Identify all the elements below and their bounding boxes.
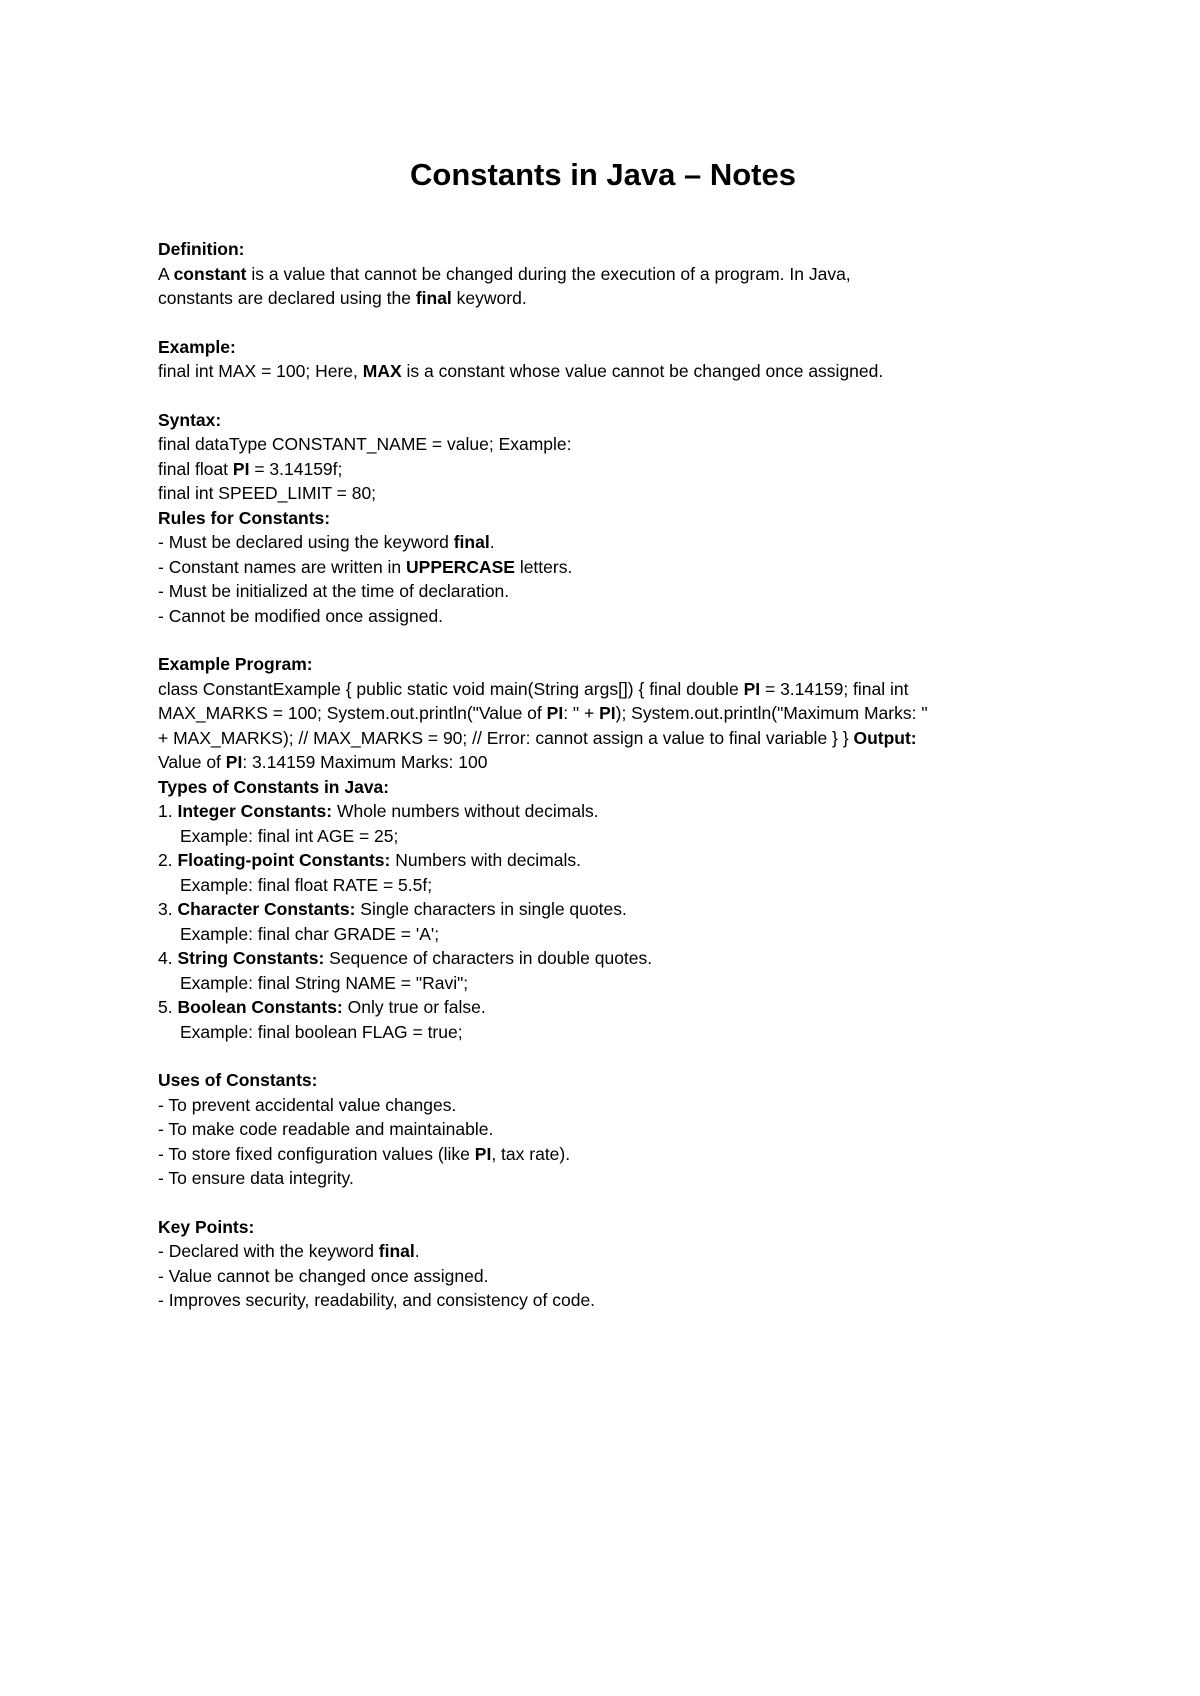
definition-text: keyword.	[451, 288, 527, 308]
rule-text: letters.	[514, 556, 573, 577]
type-description: Only true or false.	[342, 997, 486, 1017]
output-label: Output:	[853, 727, 917, 748]
type-example: Example: final int AGE = 25;	[180, 825, 399, 846]
syntax-bold-term: PI	[232, 458, 250, 479]
rule-item	[158, 555, 1058, 580]
keypoint-item	[158, 1239, 1058, 1264]
type-description: Whole numbers without decimals.	[332, 801, 599, 821]
program-line-3	[158, 726, 1058, 751]
rules-section	[158, 506, 1058, 629]
syntax-line-3: final int SPEED_LIMIT = 80;	[158, 483, 377, 503]
type-name: Integer Constants:	[177, 801, 333, 821]
page-title: Constants in Java – Notes	[410, 157, 796, 192]
syntax-text: = 3.14159f;	[249, 458, 343, 479]
type-name: Floating-point Constants:	[177, 850, 391, 870]
program-line-2	[158, 701, 1058, 726]
syntax-line-1: final dataType CONSTANT_NAME = value; Example:	[158, 434, 572, 454]
keypoint-bold-term: final	[378, 1241, 415, 1261]
type-number: 3.	[158, 899, 178, 919]
type-item	[158, 897, 1058, 922]
definition-text: is a value that cannot be changed during the execution of a program. In Java,	[246, 263, 851, 284]
keypoints-heading: Key Points:	[158, 1216, 255, 1237]
use-item: - To make code readable and maintainable.	[158, 1119, 494, 1139]
rule-item: - Must be initialized at the time of declaration.	[158, 581, 510, 601]
program-text: = 3.14159; final int	[760, 678, 909, 699]
uses-section	[158, 1068, 1058, 1191]
program-bold-term: PI	[599, 703, 616, 723]
program-text: Value of	[158, 752, 226, 772]
uses-heading: Uses of Constants:	[158, 1070, 318, 1090]
type-item	[158, 946, 1058, 971]
definition-text: A	[158, 263, 174, 284]
use-text: - To store fixed configuration values (like	[158, 1143, 475, 1164]
definition-heading: Definition:	[158, 239, 245, 259]
syntax-heading: Syntax:	[158, 409, 222, 430]
spacer	[158, 1044, 1058, 1068]
definition-bold-term: constant	[173, 263, 247, 284]
type-name: Boolean Constants:	[177, 997, 343, 1017]
program-bold-term: PI	[743, 678, 761, 699]
type-item	[158, 995, 1058, 1020]
type-number: 1.	[158, 801, 178, 821]
use-text: , tax rate).	[491, 1143, 571, 1164]
type-example: Example: final char GRADE = 'A';	[180, 923, 440, 944]
rule-text: - Must be declared using the keyword	[158, 532, 454, 552]
program-line-1	[158, 677, 1058, 702]
type-description: Numbers with decimals.	[390, 850, 581, 870]
program-text: : 3.14159 Maximum Marks: 100	[242, 752, 488, 772]
definition-text: constants are declared using the	[158, 288, 416, 308]
type-item	[158, 799, 1058, 824]
use-item: - To ensure data integrity.	[158, 1168, 354, 1188]
use-item: - To prevent accidental value changes.	[158, 1094, 457, 1115]
program-bold-term: PI	[546, 703, 564, 723]
rule-bold-term: UPPERCASE	[406, 556, 515, 577]
program-heading: Example Program:	[158, 654, 313, 674]
types-heading: Types of Constants in Java:	[158, 776, 390, 797]
definition-section	[158, 237, 1058, 311]
program-section	[158, 652, 1058, 775]
syntax-line-2	[158, 457, 1058, 482]
keypoints-section	[158, 1215, 1058, 1313]
program-text: ); System.out.println("Maximum Marks: "	[615, 703, 928, 723]
type-number: 2.	[158, 850, 178, 870]
program-text: MAX_MARKS = 100; System.out.println("Value of	[158, 703, 547, 723]
type-example: Example: final boolean FLAG = true;	[180, 1021, 463, 1042]
rule-text: - Constant names are written in	[158, 556, 407, 577]
type-description: Single characters in single quotes.	[355, 899, 627, 919]
types-section	[158, 775, 1058, 1045]
type-name: Character Constants:	[177, 899, 356, 919]
type-number: 4.	[158, 948, 178, 968]
type-number: 5.	[158, 997, 178, 1017]
example-text: final int MAX = 100; Here,	[158, 361, 363, 381]
definition-line-2	[158, 286, 1058, 311]
use-item	[158, 1142, 1058, 1167]
keypoint-item: - Improves security, readability, and consistency of code.	[158, 1290, 596, 1310]
type-item	[158, 848, 1058, 873]
type-example: Example: final String NAME = "Ravi";	[180, 972, 469, 993]
syntax-section	[158, 408, 1058, 506]
keypoint-text: .	[414, 1241, 420, 1261]
spacer	[158, 311, 1058, 335]
rule-item	[158, 530, 1058, 555]
use-bold-term: PI	[474, 1143, 492, 1164]
example-heading: Example:	[158, 336, 236, 357]
spacer	[158, 384, 1058, 408]
spacer	[158, 1191, 1058, 1215]
program-text: class ConstantExample { public static void main(String args[]) { final double	[158, 678, 744, 699]
document-page	[158, 155, 1058, 1313]
keypoint-text: - Declared with the keyword	[158, 1241, 379, 1261]
program-bold-term: PI	[225, 752, 243, 772]
spacer	[158, 628, 1058, 652]
example-bold-term: MAX	[362, 361, 402, 381]
definition-line-1	[158, 262, 1058, 287]
program-text: + MAX_MARKS); // MAX_MARKS = 90; // Error: cannot assign a value to final variable } }	[158, 727, 854, 748]
program-line-4	[158, 750, 1058, 775]
program-text: : " +	[563, 703, 600, 723]
example-text: is a constant whose value cannot be changed once assigned.	[401, 361, 884, 381]
definition-bold-term: final	[415, 288, 452, 308]
type-example: Example: final float RATE = 5.5f;	[180, 874, 433, 895]
syntax-text: final float	[158, 458, 233, 479]
rules-heading: Rules for Constants:	[158, 507, 331, 528]
type-description: Sequence of characters in double quotes.	[324, 948, 653, 968]
type-name: String Constants:	[177, 948, 325, 968]
rule-item: - Cannot be modified once assigned.	[158, 605, 444, 626]
rule-text: .	[489, 532, 495, 552]
example-section	[158, 335, 1058, 384]
keypoint-item: - Value cannot be changed once assigned.	[158, 1265, 489, 1286]
example-line	[158, 359, 1058, 384]
rule-bold-term: final	[453, 532, 490, 552]
